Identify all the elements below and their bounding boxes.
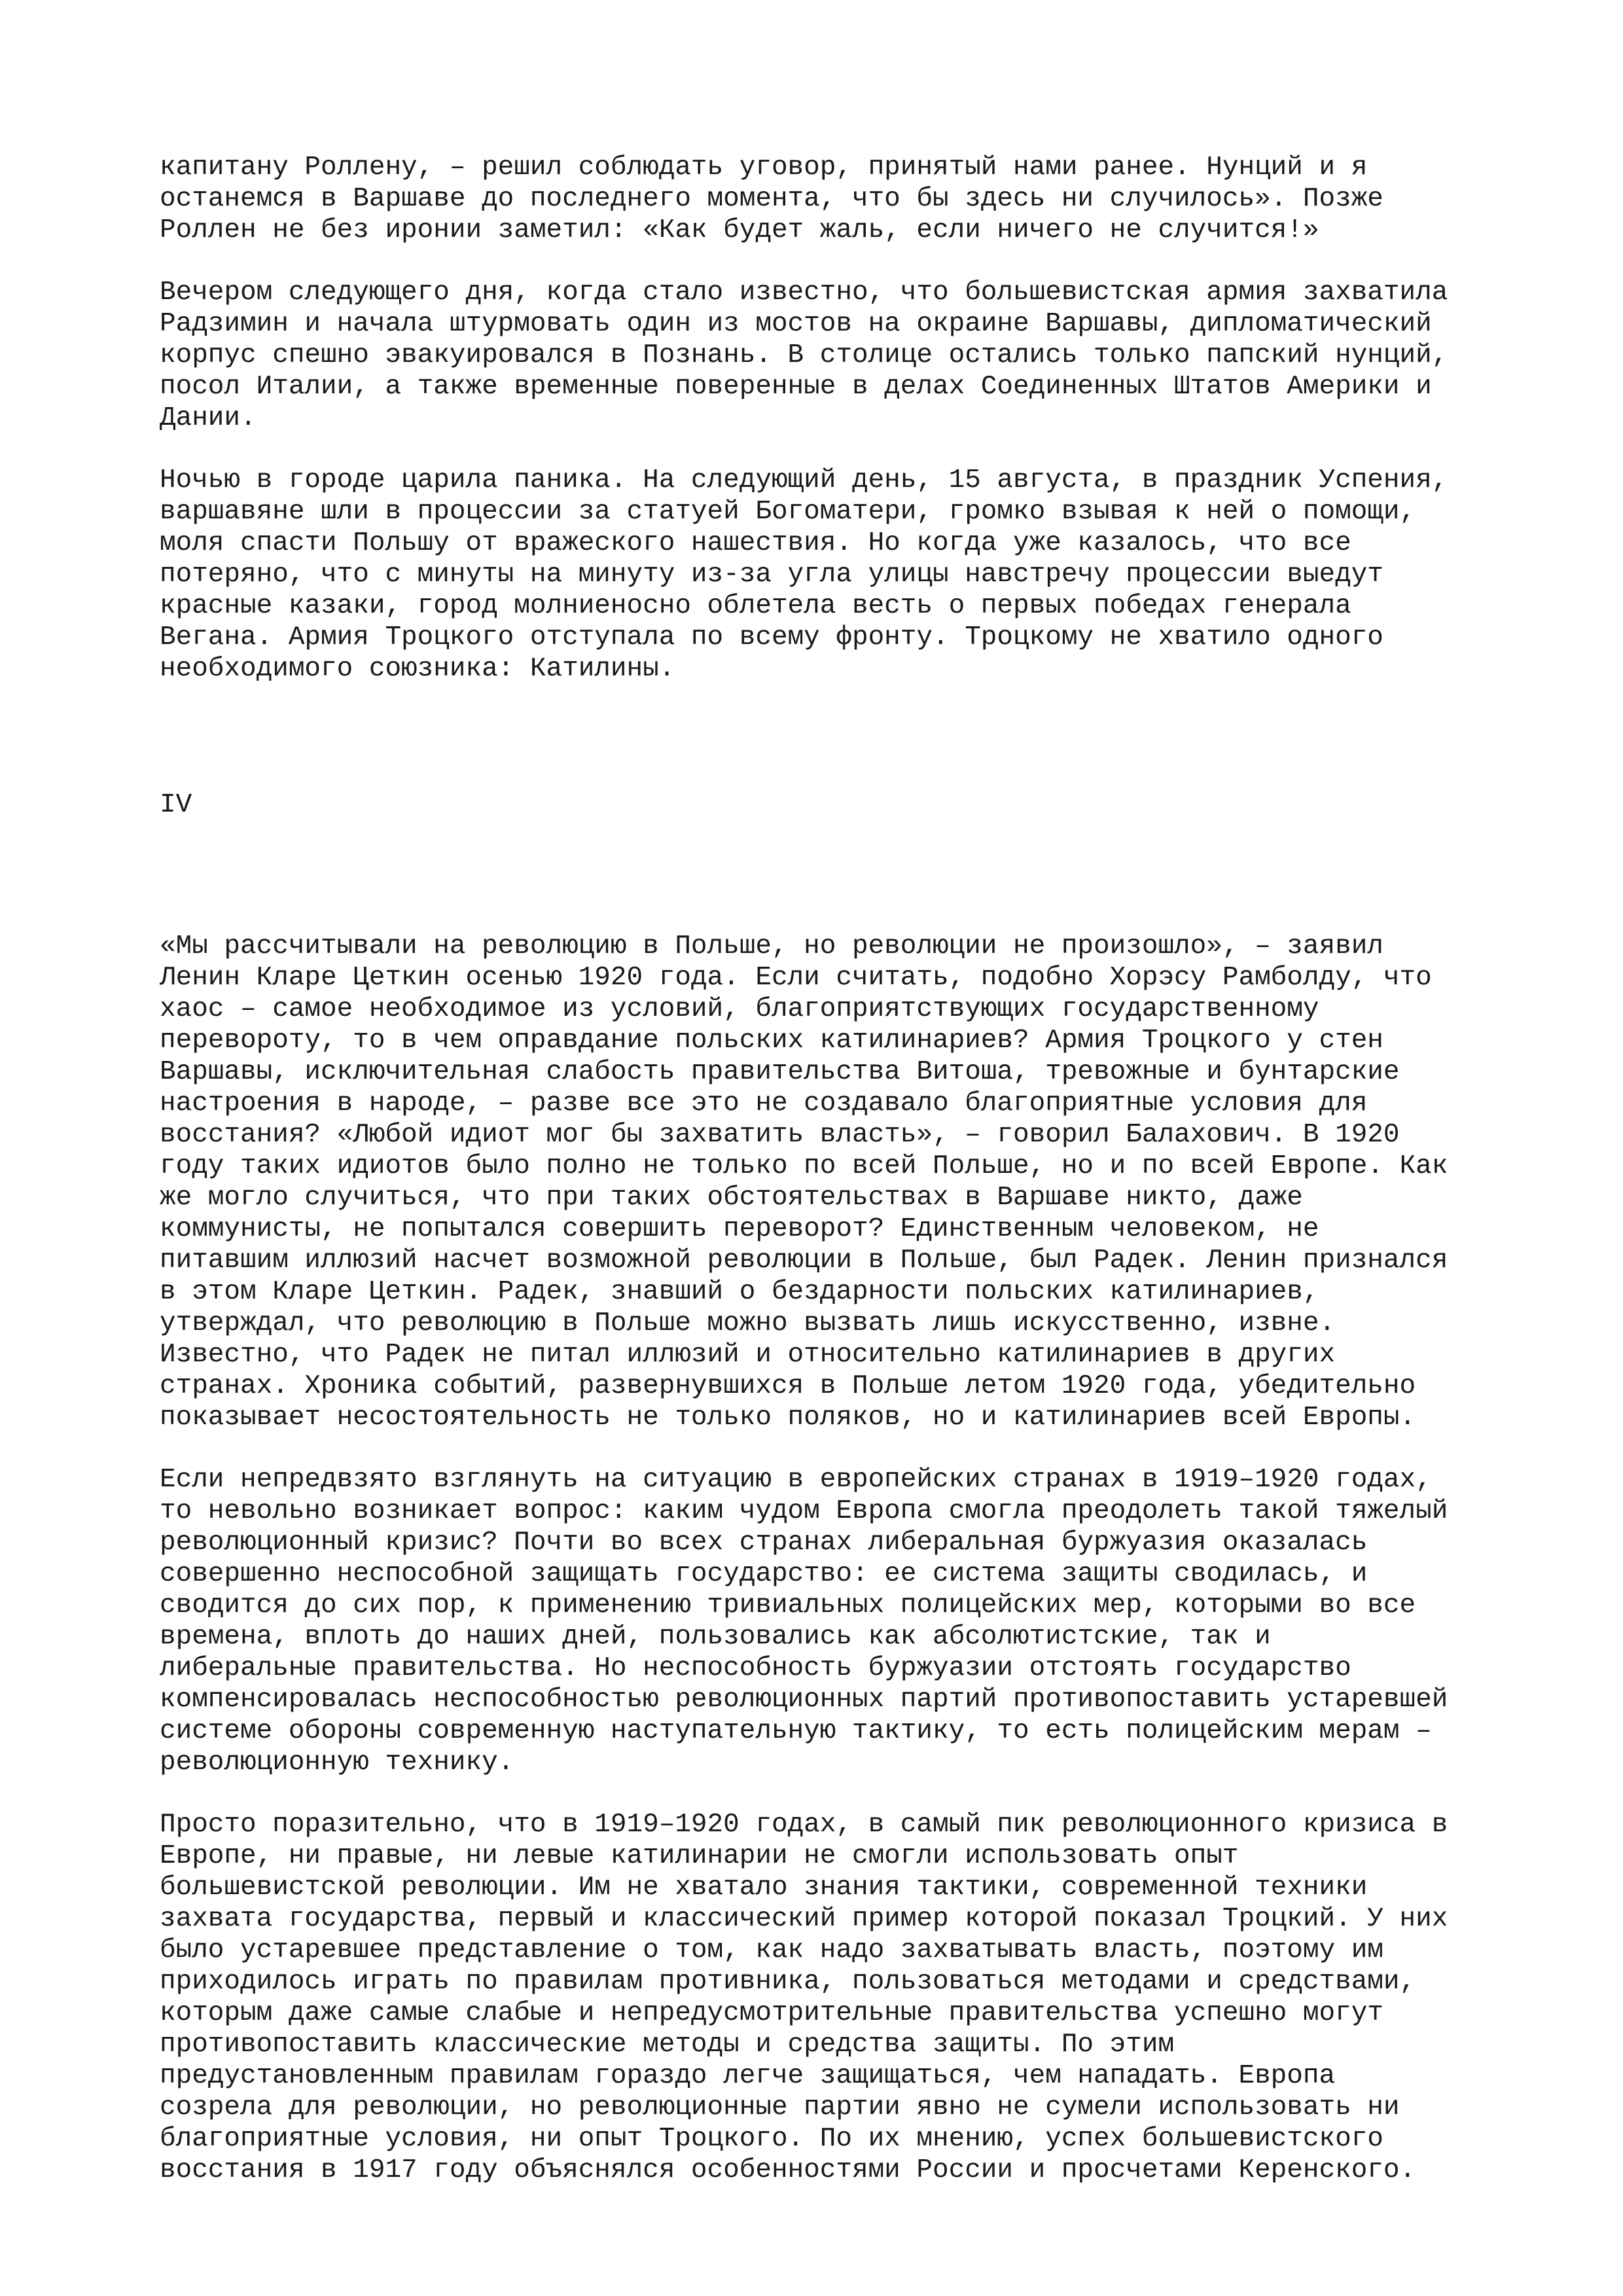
text-line: Дании.	[160, 403, 257, 433]
paragraph-6	[160, 1809, 1495, 2186]
text-line: показывает несостоятельность не только поляков, но и катилинариев всей Европы.	[160, 1403, 1416, 1433]
text-line: капитану Роллену, – решил соблюдать уговор, принятый нами ранее. Нунций и я	[160, 152, 1368, 183]
section-heading-text: IV	[160, 790, 192, 820]
paragraph-1	[160, 152, 1495, 246]
text-line: коммунисты, не попытался совершить переворот? Единственным человеком, не	[160, 1214, 1319, 1244]
text-line: предустановленным правилам гораздо легче защищаться, чем нападать. Европа	[160, 2061, 1336, 2091]
text-line: варшавяне шли в процессии за статуей Богоматери, громко взывая к ней о помощи,	[160, 497, 1416, 527]
text-line: Роллен не без иронии заметил: «Как будет жаль, если ничего не случится!»	[160, 215, 1319, 245]
document-page	[160, 152, 1495, 2186]
text-line: корпус спешно эвакуировался в Познань. В столице остались только папский нунций,	[160, 340, 1448, 370]
text-line: компенсировалась неспособностью революционных партий противопоставить устаревшей	[160, 1685, 1448, 1715]
paragraph-2	[160, 277, 1495, 434]
paragraph-4	[160, 931, 1495, 1433]
text-line: времена, вплоть до наших дней, пользовались как абсолютистские, так и	[160, 1622, 1271, 1652]
section-heading	[160, 789, 1495, 821]
text-line: благоприятные условия, ни опыт Троцкого. По их мнению, успех большевистского	[160, 2124, 1383, 2154]
text-line: в этом Кларе Цеткин. Радек, знавший о бездарности польских катилинариев,	[160, 1277, 1319, 1307]
text-line: необходимого союзника: Катилины.	[160, 654, 675, 684]
text-line: же могло случиться, что при таких обстоятельствах в Варшаве никто, даже	[160, 1183, 1303, 1213]
text-line: Если непредвзято взглянуть на ситуацию в европейских странах в 1919–1920 годах,	[160, 1465, 1432, 1495]
text-line: потеряно, что с минуты на минуту из-за угла улицы навстречу процессии выедут	[160, 560, 1383, 590]
text-line: Варшавы, исключительная слабость правительства Витоша, тревожные и бунтарские	[160, 1057, 1400, 1087]
text-line: Вегана. Армия Троцкого отступала по всему фронту. Троцкому не хватило одного	[160, 622, 1383, 653]
text-line: сводится до сих пор, к применению тривиальных полицейских мер, которыми во все	[160, 1590, 1416, 1621]
text-line: настроения в народе, – разве все это не создавало благоприятные условия для	[160, 1088, 1368, 1119]
text-line: либеральные правительства. Но неспособность буржуазии отстоять государство	[160, 1653, 1351, 1683]
text-line: которым даже самые слабые и непредусмотрительные правительства успешно могут	[160, 1998, 1383, 2028]
text-line: перевороту, то в чем оправдание польских катилинариев? Армия Троцкого у стен	[160, 1026, 1383, 1056]
text-line: утверждал, что революцию в Польше можно вызвать лишь искусственно, извне.	[160, 1308, 1336, 1338]
text-line: революционную технику.	[160, 1748, 514, 1778]
text-line: Известно, что Радек не питал иллюзий и относительно катилинариев в других	[160, 1340, 1336, 1370]
text-line: году таких идиотов было полно не только по всей Польше, но и по всей Европе. Как	[160, 1151, 1448, 1181]
text-line: было устаревшее представление о том, как надо захватывать власть, поэтому им	[160, 1935, 1383, 1965]
paragraph-5	[160, 1464, 1495, 1778]
text-line: Европе, ни правые, ни левые катилинарии не смогли использовать опыт	[160, 1841, 1239, 1871]
text-line: Радзимин и начала штурмовать один из мостов на окраине Варшавы, дипломатический	[160, 309, 1432, 339]
text-line: то невольно возникает вопрос: каким чудом Европа смогла преодолеть такой тяжелый	[160, 1496, 1448, 1526]
text-line: восстания? «Любой идиот мог бы захватить власть», – говорил Балахович. В 1920	[160, 1120, 1400, 1150]
text-line: восстания в 1917 году объяснялся особенностями России и просчетами Керенского.	[160, 2155, 1416, 2185]
text-line: революционный кризис? Почти во всех странах либеральная буржуазия оказалась	[160, 1528, 1368, 1558]
text-line: созрела для революции, но революционные партии явно не сумели использовать ни	[160, 2092, 1400, 2123]
text-line: совершенно неспособной защищать государство: ее система защиты сводилась, и	[160, 1559, 1368, 1589]
text-line: хаос – самое необходимое из условий, благоприятствующих государственному	[160, 994, 1319, 1024]
text-line: Вечером следующего дня, когда стало известно, что большевистская армия захватила	[160, 278, 1448, 308]
text-line: Ленин Кларе Цеткин осенью 1920 года. Если считать, подобно Хорэсу Рамболду, что	[160, 963, 1432, 993]
text-line: посол Италии, а также временные поверенные в делах Соединенных Штатов Америки и	[160, 372, 1432, 402]
text-line: захвата государства, первый и классический пример которой показал Троцкий. У них	[160, 1904, 1448, 1934]
text-line: питавшим иллюзий насчет возможной революции в Польше, был Радек. Ленин признался	[160, 1246, 1448, 1276]
text-line: «Мы рассчитывали на революцию в Польше, но революции не произошло», – заявил	[160, 931, 1383, 961]
text-line: моля спасти Польшу от вражеского нашествия. Но когда уже казалось, что все	[160, 528, 1351, 558]
text-line: красные казаки, город молниеносно облетела весть о первых победах генерала	[160, 591, 1351, 621]
text-line: Просто поразительно, что в 1919–1920 годах, в самый пик революционного кризиса в	[160, 1810, 1448, 1840]
paragraph-3	[160, 465, 1495, 685]
text-line: приходилось играть по правилам противника, пользоваться методами и средствами,	[160, 1967, 1416, 1997]
text-line: Ночью в городе царила паника. На следующий день, 15 августа, в праздник Успения,	[160, 465, 1448, 495]
text-line: странах. Хроника событий, развернувшихся в Польше летом 1920 года, убедительно	[160, 1371, 1416, 1401]
text-line: системе обороны современную наступательную тактику, то есть полицейским мерам –	[160, 1716, 1432, 1746]
text-line: останемся в Варшаве до последнего момента, что бы здесь ни случилось». Позже	[160, 184, 1383, 214]
text-line: противопоставить классические методы и средства защиты. По этим	[160, 2030, 1175, 2060]
text-line: большевистской революции. Им не хватало знания тактики, современной техники	[160, 1873, 1368, 1903]
